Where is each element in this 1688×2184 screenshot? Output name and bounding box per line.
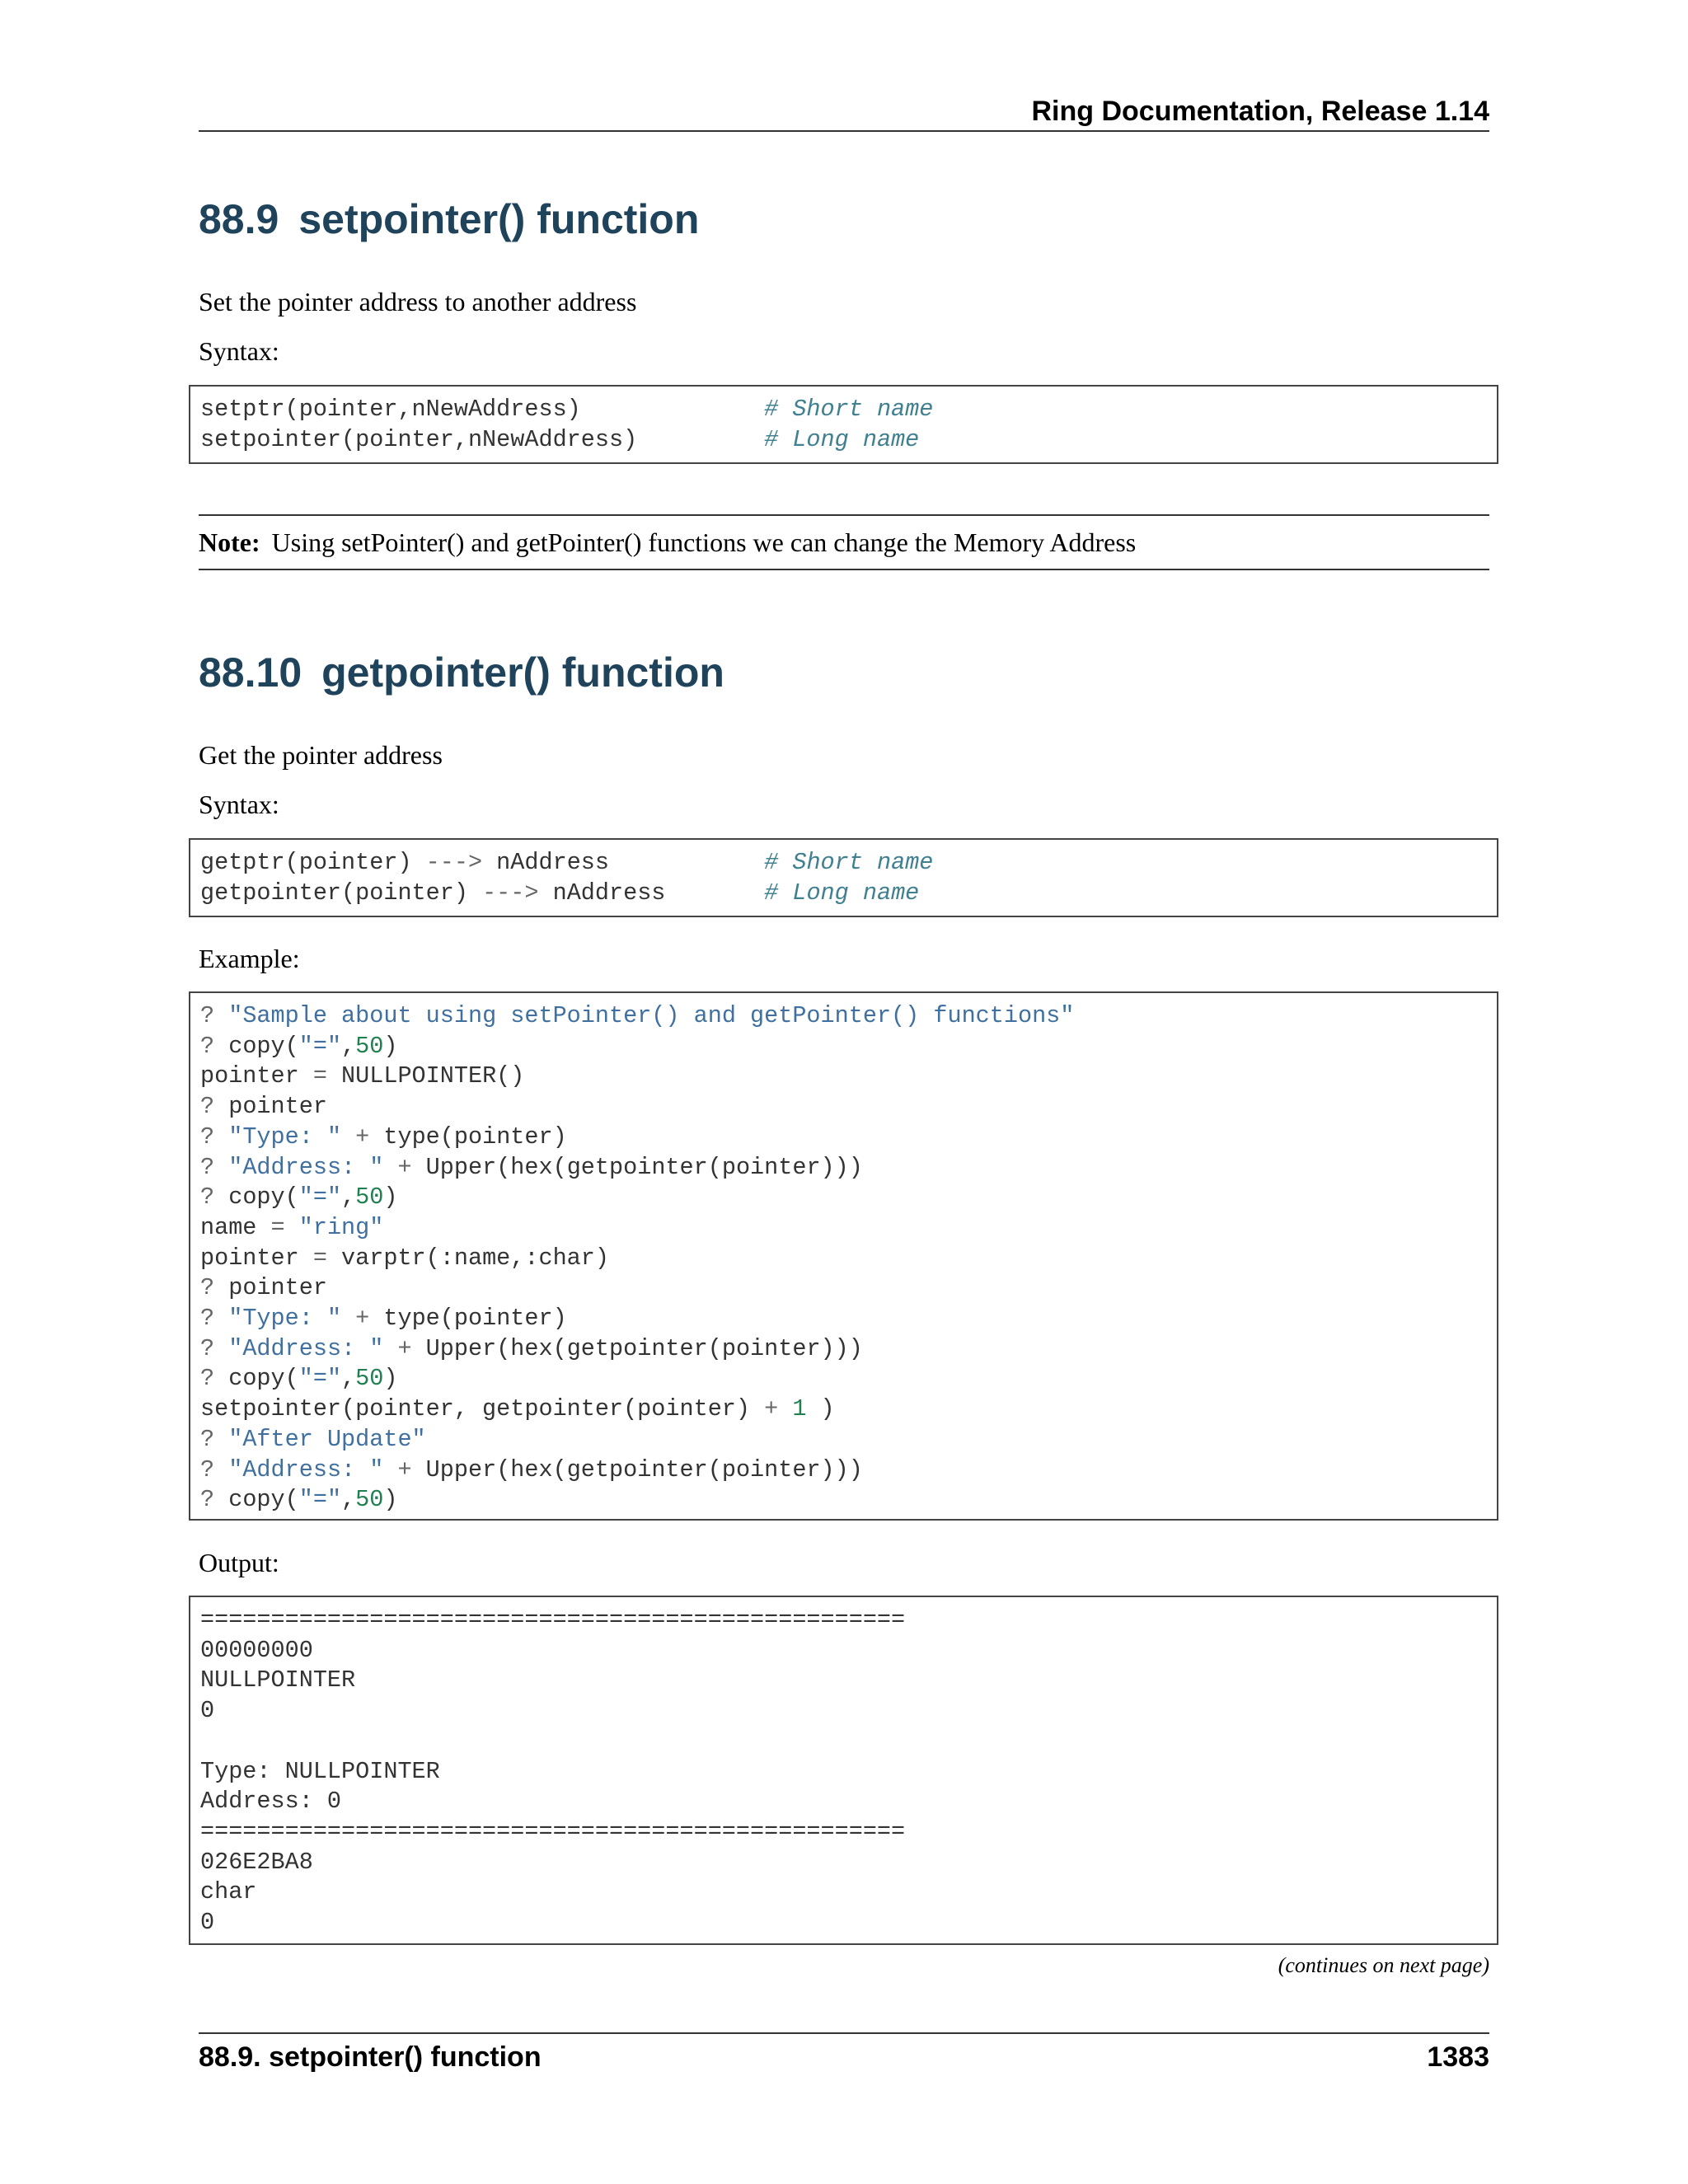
example-code (189, 991, 1498, 1521)
continues-note: (continues on next page) (1278, 1953, 1489, 1977)
syntax-code-lines: getptr(pointer) ---> nAddress # Short name getpointer(pointer) ---> nAddress # Long name (200, 849, 934, 907)
example-label: Example: (199, 944, 300, 973)
page-header (199, 92, 1489, 132)
section-title: getpointer() function (321, 649, 724, 696)
getpointer-syntax-code (189, 838, 1498, 917)
syntax-code-lines: setptr(pointer,nNewAddress) # Short name setpointer(pointer,nNewAddress) # Long name (200, 396, 934, 453)
section-number: 88.10 (199, 649, 302, 696)
output-label: Output: (199, 1548, 279, 1577)
setpointer-syntax-code (189, 385, 1498, 464)
document-title: Ring Documentation, Release 1.14 (1031, 96, 1489, 127)
section-heading-getpointer (199, 648, 724, 697)
note-box (199, 514, 1489, 570)
output-code (189, 1596, 1498, 1945)
note-text: Using setPointer() and getPointer() functions we can change the Memory Address (271, 527, 1137, 557)
setpointer-syntax-label: Syntax: (199, 336, 279, 366)
footer-section: 88.9. setpointer() function (199, 2041, 542, 2073)
getpointer-description: Get the pointer address (199, 740, 443, 770)
example-code-lines: ? "Sample about using setPointer() and getPointer() functions" ? copy("=",50) pointer = NULLPOINTER() ? pointer ? "Type: " + type(pointer) ? "Address: " + Upper(hex(getpointer(pointer))) ? copy("=",50) name = "ring" pointer = varptr(:name,:char) ? pointer ? "Type: " + type(pointer) ? "Address: " + Upper(hex(getpointer(pointer))) ? copy("=",50) setpointer(pointer, getpointer(pointer) + 1 ) ? "After Update" ? "Address: " + Upper(hex(getpointer(pointer))) ? copy("=",50) (200, 1002, 1075, 1514)
section-number: 88.9 (199, 196, 279, 242)
getpointer-syntax-label: Syntax: (199, 790, 279, 819)
output-code-lines: ================================================== 00000000 NULLPOINTER 0 Type: NULLPOINTER Address: 0 ================================================== 026E2BA8 char 0 (200, 1606, 906, 1937)
page-number: 1383 (1427, 2041, 1489, 2073)
setpointer-description: Set the pointer address to another address (199, 287, 637, 316)
note-label: Note: (199, 527, 260, 557)
section-heading-setpointer (199, 194, 699, 244)
section-title: setpointer() function (298, 196, 700, 242)
page-footer (199, 2032, 1489, 2080)
